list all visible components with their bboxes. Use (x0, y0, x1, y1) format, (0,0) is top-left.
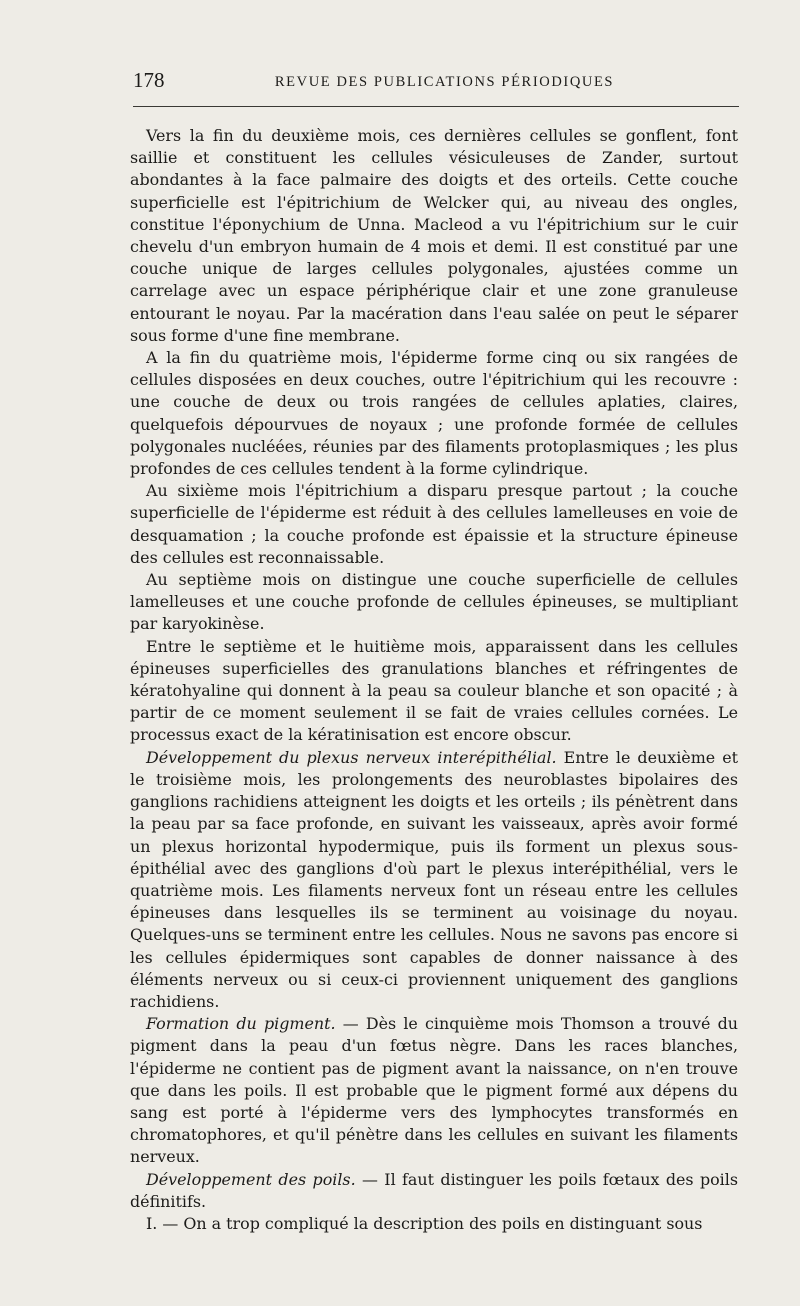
paragraph-lead: Formation du pigment. (146, 1014, 336, 1034)
paragraph-text: I. — On a trop compliqué la description des poils en distinguant sous (146, 1213, 703, 1233)
paragraph-text: Entre le deuxième et le troisième mois, les prolongements des neuroblastes bipolaires des ganglions rachidiens atteignent les doigts et les orteils ; ils pénètrent dans la peau par sa face profonde, en suivant les vaisseaux, après avoir formé un plexus horizontal hypodermique, puis ils forment un plexus sous-épithélial avec des ganglions d'où part le plexus interépithélial, vers le quatrième mois. Les filaments nerveux font un réseau entre les cellules épineuses dans lesquelles ils se terminent au voisinage du noyau. Quelques-uns se terminent entre les cellules. Nous ne savons pas encore si les cellules épidermiques sont capables de donner naissance à des éléments nerveux ou si ceux-ci proviennent uniquement des ganglions rachidiens. (130, 747, 739, 1011)
paragraph (130, 569, 738, 636)
paragraph (130, 1013, 738, 1168)
header-rule (133, 106, 739, 107)
paragraph-text: — Il faut distinguer les poils fœtaux des poils définitifs. (130, 1169, 738, 1211)
paragraph-text: Vers la fin du deuxième mois, ces dernières cellules se gonflent, font saillie et constituent les cellules vésiculeuses de Zander, surtout abondantes à la face palmaire des doigts et des orteils. Cette couche superficielle est l'épitrichium de Welcker qui, au niveau des ongles, constitue l'éponychium de Unna. Macleod a vu l'épitrichium sur le cuir chevelu d'un embryon humain de 4 mois et demi. Il est constitué par une couche unique de larges cellules polygonales, ajustées comme un carrelage avec un espace périphérique clair et une zone granuleuse entourant le noyau. Par la macération dans l'eau salée on peut le séparer sous forme d'une fine membrane. (130, 126, 738, 345)
paragraph-text: Au sixième mois l'épitrichium a disparu presque partout ; la couche superficielle de l'épiderme est réduit à des cellules lamelleuses en voie de desquamation ; la couche profonde est épaissie et la structure épineuse des cellules est reconnaissable. (130, 481, 738, 567)
paragraph-text: Au septième mois on distingue une couche superficielle de cellules lamelleuses et une couche profonde de cellules épineuses, se multipliant par karyokinèse. (130, 570, 738, 634)
page-header (133, 68, 738, 98)
paragraph (130, 480, 738, 569)
paragraph (130, 347, 738, 480)
paragraph (130, 636, 738, 747)
paragraph-lead: Développement des poils. (146, 1169, 356, 1189)
page-number: 178 (133, 68, 165, 92)
paragraph-text: Entre le septième et le huitième mois, apparaissent dans les cellules épineuses superficielles des granulations blanches et réfringentes de kératohyaline qui donnent à la peau sa couleur blanche et son opacité ; à partir de ce moment seulement il se fait de vraies cellules cornées. Le processus exact de la kératinisation est encore obscur. (130, 636, 738, 745)
paragraph-text: A la fin du quatrième mois, l'épiderme forme cinq ou six rangées de cellules disposées en deux couches, outre l'épitrichium qui les recouvre : une couche de deux ou trois rangées de cellules aplaties, claires, quelquefois dépourvues de noyaux ; une profonde formée de cellules polygonales nucléées, réunies par des filaments protoplasmiques ; les plus profondes de ces cellules tendent à la forme cylindrique. (130, 348, 738, 479)
paragraph (130, 1169, 738, 1213)
body-text (130, 125, 738, 1235)
paragraph-lead: Développement du plexus nerveux interépithélial. (146, 747, 557, 767)
paragraph (130, 747, 738, 1013)
running-title: REVUE DES PUBLICATIONS PÉRIODIQUES (274, 74, 615, 90)
paragraph (130, 1213, 738, 1235)
paragraph-text: — Dès le cinquième mois Thomson a trouvé du pigment dans la peau d'un fœtus nègre. Dans les races blanches, l'épiderme ne contient pas de pigment avant la naissance, on n'en trouve que dans les poils. Il est probable que le pigment formé aux dépens du sang est porté à l'épiderme vers des lymphocytes transformés en chromatophores, et qu'il pénètre dans les cellules en suivant les filaments nerveux. (130, 1014, 738, 1167)
paragraph (130, 125, 738, 347)
